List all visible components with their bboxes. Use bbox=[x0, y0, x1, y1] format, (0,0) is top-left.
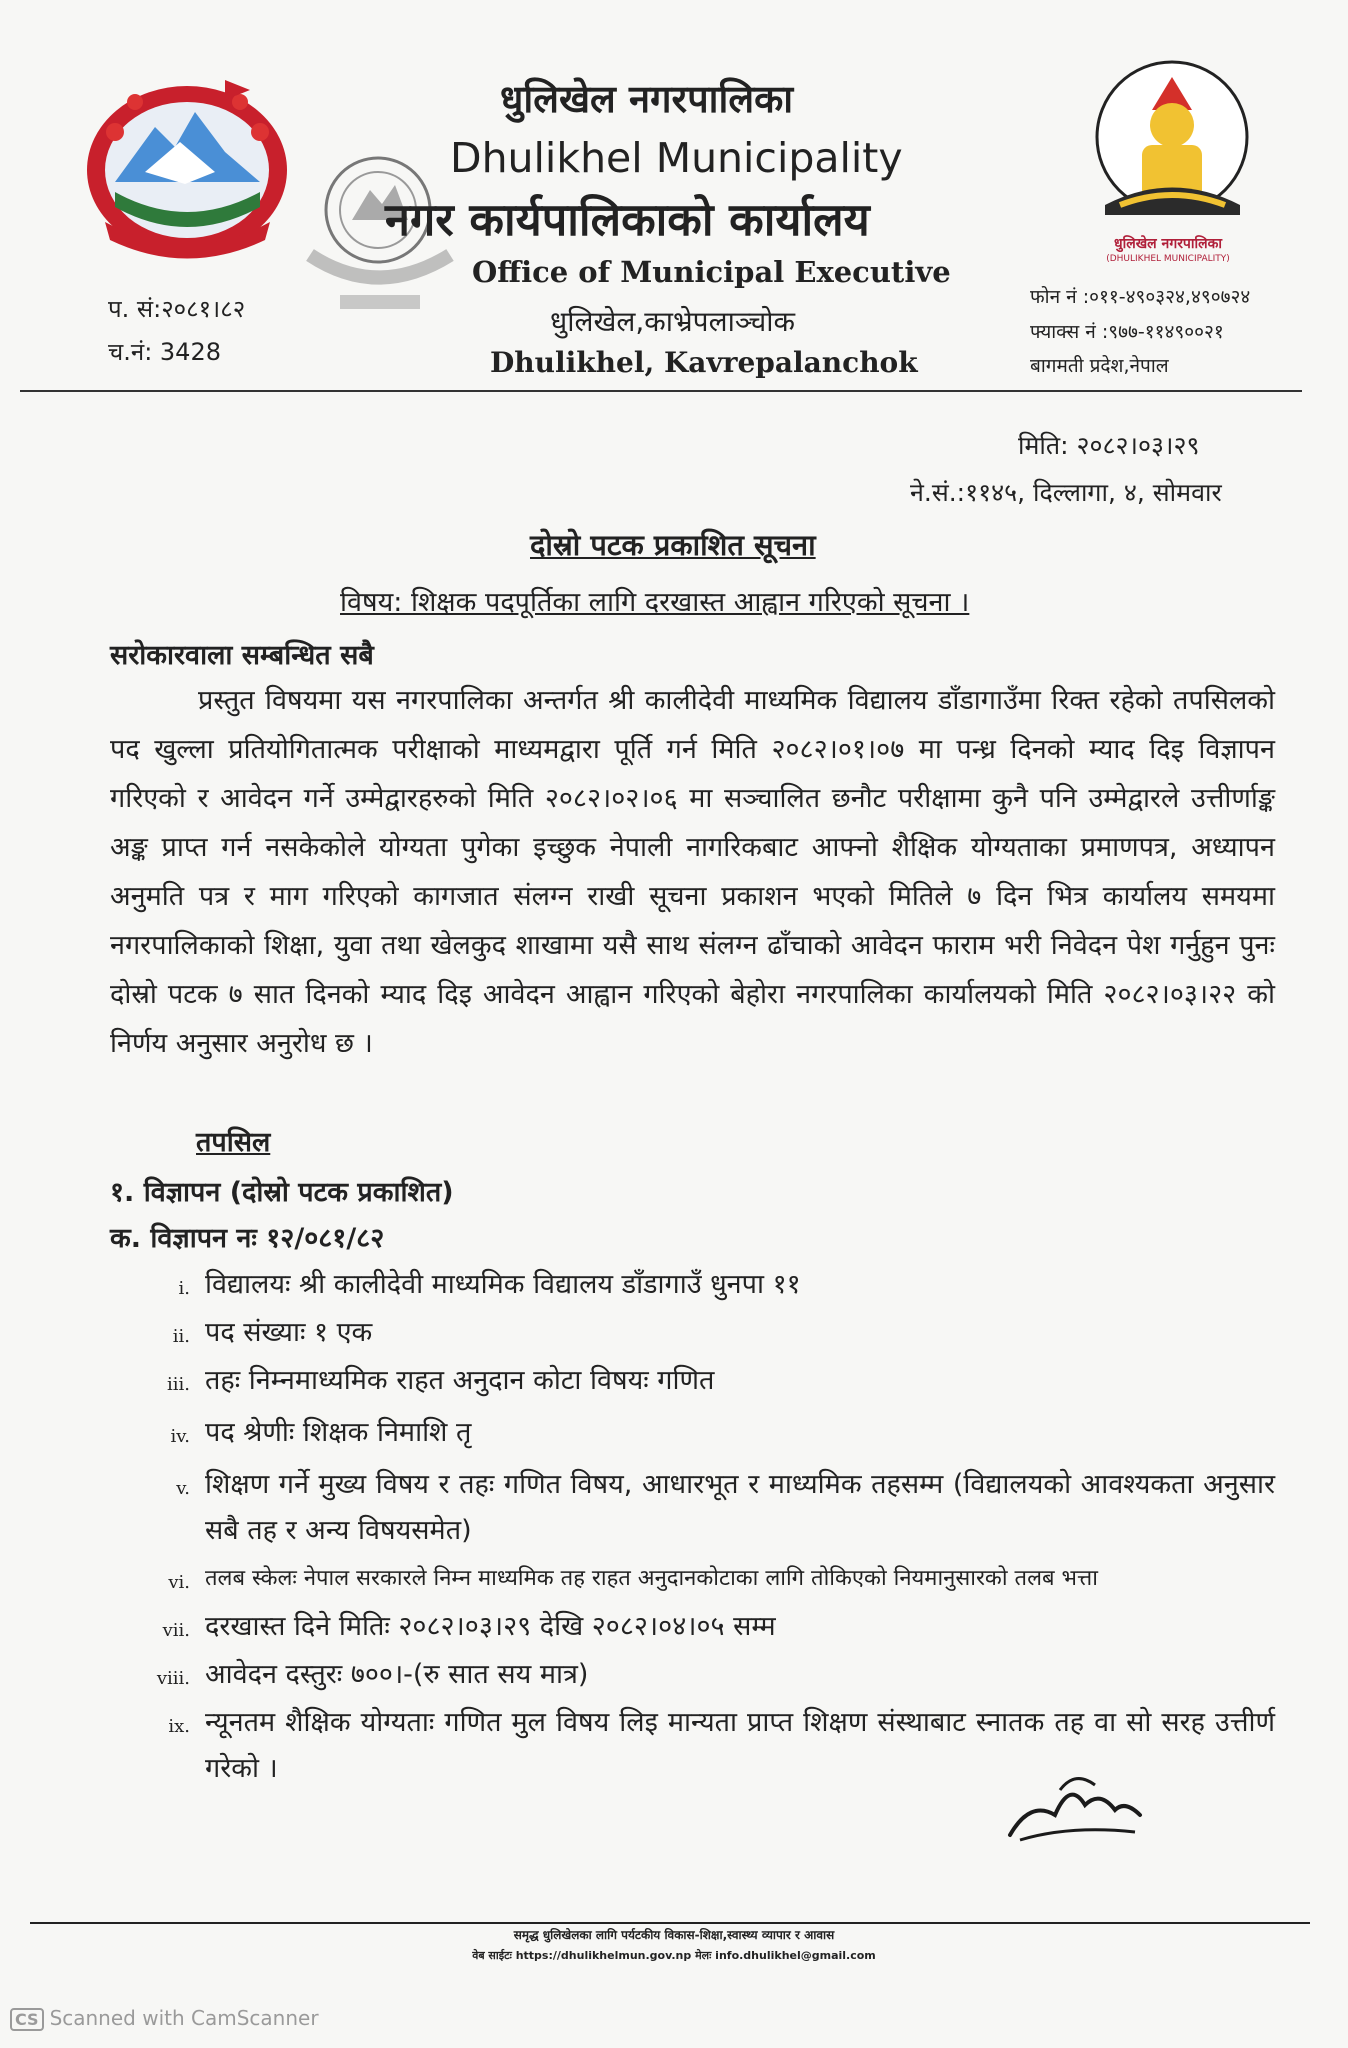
list-item-text: पद श्रेणीः शिक्षक निमाशि तृ bbox=[205, 1417, 472, 1448]
body-paragraph: प्रस्तुत विषयमा यस नगरपालिका अन्तर्गत श्री कालीदेवी माध्यमिक विद्यालय डाँडागाउँमा रिक्त रहेको तपसिलको पद खुल्ला प्रतियोगितात्मक परीक्षाको माध्यमद्वारा पूर्ति गर्न मिति २०८२।०१।०७ मा पन्ध्र दिनको म्याद दिइ विज्ञापन गरिएको र आवेदन गर्ने उम्मेद्वारहरुको मिति २०८२।०२।०६ मा सञ्चालित छनौट परीक्षामा कुनै पनि उम्मेद्वारले उत्तीर्णाङ्क अङ्क प्राप्त गर्न नसकेकोले योग्यता पुगेका इच्छुक नेपाली नागरिकबाट आफ्नो शैक्षिक योग्यताका प्रमाणपत्र, अध्यापन अनुमति पत्र र माग गरिएको कागजात संलग्न राखी सूचना प्रकाशन भएको मितिले ७ दिन भित्र कार्यालय समयमा नगरपालिकाको शिक्षा, युवा तथा खेलकुद शाखामा यसै साथ संलग्न ढाँचाको आवेदन फाराम भरी निवेदन पेश गर्नुहुन पुनः दोस्रो पटक ७ सात दिनको म्याद दिइ आवेदन आह्वान गरिएको बेहोरा नगरपालिका कार्यालयको मिति २०८२।०३।२२ को निर्णय अनुसार अनुरोध छ । bbox=[110, 685, 1275, 1059]
list-item-number: v. bbox=[176, 1478, 190, 1499]
notice-subject: विषय: शिक्षक पदपूर्तिका लागि दरखास्त आह्वान गरिएको सूचना । bbox=[340, 587, 970, 618]
reference-number: प. सं:२०८१।८२ bbox=[108, 295, 246, 323]
signature-icon bbox=[1000, 1760, 1150, 1850]
phone-number: फोन नं :०११-४९०३२४,४९०७२४ bbox=[1030, 286, 1251, 308]
list-item-text: आवेदन दस्तुरः ७००।-(रु सात सय मात्र) bbox=[205, 1659, 589, 1690]
list-item-number: iv. bbox=[170, 1426, 190, 1447]
schedule-heading: तपसिल bbox=[196, 1127, 271, 1158]
office-name-np: नगर कार्यपालिकाको कार्यालय bbox=[385, 193, 870, 246]
date-line: मिति: २०८२।०३।२९ bbox=[1018, 431, 1200, 460]
list-item-number: vi. bbox=[168, 1572, 190, 1593]
footer-contact: वेब साईटः https://dhulikhelmun.gov.np मेलः info.dhulikhel@gmail.com bbox=[472, 1949, 876, 1962]
address-np: धुलिखेल,काभ्रेपलाञ्चोक bbox=[550, 305, 795, 338]
logo-caption-en: (DHULIKHEL MUNICIPALITY) bbox=[1106, 254, 1230, 264]
list-item-text: तहः निम्नमाध्यमिक राहत अनुदान कोटा विषयः गणित bbox=[205, 1365, 715, 1396]
notice-title: दोस्रो पटक प्रकाशित सूचना bbox=[530, 528, 816, 562]
list-item-number: i. bbox=[178, 1278, 190, 1299]
footer-divider bbox=[30, 1922, 1310, 1924]
list-item-number: ix. bbox=[168, 1716, 190, 1737]
list-item-text: न्यूनतम शैक्षिक योग्यताः गणित मुल विषय लिइ मान्यता प्राप्त शिक्षण संस्थाबाट स्नातक तह वा सो सरह उत्तीर्ण गरेको । bbox=[205, 1707, 1275, 1784]
nepal-sambat-date: ने.सं.:११४५, दिल्लागा, ४, सोमवार bbox=[910, 478, 1222, 507]
scanner-text: Scanned with CamScanner bbox=[49, 2006, 319, 2030]
camscanner-icon: CS bbox=[10, 2008, 44, 2031]
list-item-text: दरखास्त दिने मितिः २०८२।०३।२९ देखि २०८२।०४।०५ सम्म bbox=[205, 1611, 776, 1642]
list-item-number: vii. bbox=[162, 1620, 190, 1641]
fax-number: फ्याक्स नं :९७७-११४९००२१ bbox=[1030, 321, 1224, 343]
org-name-en: Dhulikhel Municipality bbox=[450, 134, 903, 182]
province: बागमती प्रदेश,नेपाल bbox=[1030, 355, 1169, 377]
list-item-number: ii. bbox=[172, 1326, 190, 1347]
office-name-en: Office of Municipal Executive bbox=[472, 255, 951, 289]
list-item-text: विद्यालयः श्री कालीदेवी माध्यमिक विद्यालय डाँडागाउँ धुनपा ११ bbox=[205, 1269, 801, 1300]
logo-caption-np: धुलिखेल नगरपालिका bbox=[1114, 236, 1222, 252]
salutation: सरोकारवाला सम्बन्धित सबै bbox=[110, 640, 374, 671]
dispatch-number: च.नं: 3428 bbox=[108, 338, 221, 366]
list-item-text: तलब स्केलः नेपाल सरकारले निम्न माध्यमिक तह राहत अनुदानकोटाका लागि तोकिएको नियमानुसारको तलब भत्ता bbox=[205, 1566, 1098, 1591]
header-divider bbox=[20, 390, 1302, 392]
notice-body bbox=[110, 676, 1275, 1068]
list-item-text: शिक्षण गर्ने मुख्य विषय र तहः गणित विषय, आधारभूत र माध्यमिक तहसम्म (विद्यालयको आवश्यकता अनुसार सबै तह र अन्य विषयसमेत) bbox=[205, 1469, 1275, 1546]
list-item-text: पद संख्याः १ एक bbox=[205, 1317, 373, 1348]
municipality-logo-icon bbox=[1080, 55, 1265, 235]
advertisement-heading: १. विज्ञापन (दोस्रो पटक प्रकाशित) bbox=[110, 1177, 454, 1208]
list-item-number: iii. bbox=[167, 1374, 190, 1395]
scanner-watermark bbox=[10, 2006, 319, 2031]
advertisement-number: क. विज्ञापन नः १२/०८१/८२ bbox=[110, 1223, 385, 1254]
org-name-np: धुलिखेल नगरपालिका bbox=[500, 77, 794, 121]
list-item-number: viii. bbox=[156, 1668, 190, 1689]
nepal-emblem-icon bbox=[75, 72, 300, 262]
address-en: Dhulikhel, Kavrepalanchok bbox=[490, 346, 918, 379]
footer-tagline: समृद्ध धुलिखेलका लागि पर्यटकीय विकास-शिक्षा,स्वास्थ्य व्यापार र आवास bbox=[513, 1928, 835, 1942]
